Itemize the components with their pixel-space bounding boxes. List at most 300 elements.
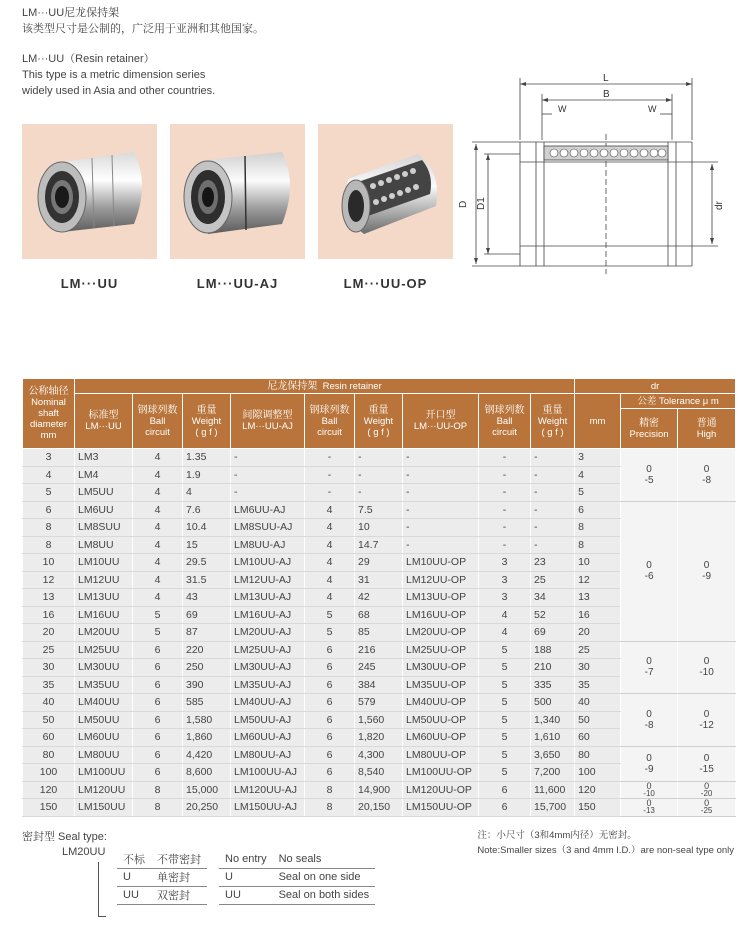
weight-cell: - [355, 484, 403, 502]
standard-model-cell: LM120UU [75, 781, 133, 799]
ball-circuit-cell: - [479, 501, 531, 519]
ball-circuit-cell: 5 [479, 676, 531, 694]
weight-cell: 4,420 [183, 746, 231, 764]
weight-cell: 87 [183, 624, 231, 642]
standard-model-cell: LM4 [75, 466, 133, 484]
seal-desc-en: No seals [273, 850, 376, 868]
weight-cell: 1,820 [355, 729, 403, 747]
adjustable-model-cell: LM60UU-AJ [231, 729, 305, 747]
weight-cell: 69 [531, 624, 575, 642]
ball-circuit-cell: 5 [305, 606, 355, 624]
adjustable-model-cell: LM50UU-AJ [231, 711, 305, 729]
tolerance-precision-cell: 0 -5 [621, 449, 678, 502]
standard-model-cell: LM16UU [75, 606, 133, 624]
shaft-diameter-cell: 3 [23, 449, 75, 467]
weight-cell: 31 [355, 571, 403, 589]
weight-cell: 29.5 [183, 554, 231, 572]
dr-mm-cell: 50 [575, 711, 621, 729]
ball-circuit-cell: 8 [133, 781, 183, 799]
shaft-diameter-cell: 4 [23, 466, 75, 484]
shaft-diameter-cell: 8 [23, 519, 75, 537]
header-ball-1: 钢球列数 Ball circuit [133, 394, 183, 449]
shaft-diameter-cell: 5 [23, 484, 75, 502]
header-standard: 标准型 LM···UU [75, 394, 133, 449]
standard-model-cell: LM100UU [75, 764, 133, 782]
open-model-cell: LM30UU-OP [403, 659, 479, 677]
weight-cell: 85 [355, 624, 403, 642]
seal-code-zh: 不标 [117, 850, 151, 868]
dr-mm-cell: 3 [575, 449, 621, 467]
adjustable-model-cell: LM10UU-AJ [231, 554, 305, 572]
table-row [23, 501, 736, 519]
ball-circuit-cell: 4 [133, 466, 183, 484]
intro-en-desc-2: widely used in Asia and other countries. [22, 85, 216, 97]
standard-model-cell: LM25UU [75, 641, 133, 659]
weight-cell: 15,000 [183, 781, 231, 799]
weight-cell: 7,200 [531, 764, 575, 782]
ball-circuit-cell: 5 [479, 659, 531, 677]
seal-model: LM20UU [62, 846, 106, 858]
dim-W-left: W [558, 104, 567, 114]
ball-circuit-cell: 6 [305, 729, 355, 747]
adjustable-model-cell: LM30UU-AJ [231, 659, 305, 677]
ball-circuit-cell: 4 [305, 536, 355, 554]
open-model-cell: LM20UU-OP [403, 624, 479, 642]
table-row [23, 641, 736, 659]
open-model-cell: LM120UU-OP [403, 781, 479, 799]
dr-mm-cell: 4 [575, 466, 621, 484]
ball-circuit-cell: - [479, 484, 531, 502]
shaft-diameter-cell: 13 [23, 589, 75, 607]
open-model-cell: LM25UU-OP [403, 641, 479, 659]
ball-circuit-cell: 5 [133, 606, 183, 624]
linear-bearing-photo [22, 124, 157, 259]
weight-cell: 384 [355, 676, 403, 694]
seal-type-legend [22, 828, 370, 902]
ball-circuit-cell: 6 [305, 641, 355, 659]
dim-W-right: W [648, 104, 657, 114]
adjustable-model-cell: - [231, 484, 305, 502]
standard-model-cell: LM13UU [75, 589, 133, 607]
ball-circuit-cell: 6 [305, 676, 355, 694]
seal-code-en: No entry [219, 850, 273, 868]
weight-cell: 1,560 [355, 711, 403, 729]
weight-cell: - [531, 536, 575, 554]
weight-cell: 8,600 [183, 764, 231, 782]
dr-mm-cell: 35 [575, 676, 621, 694]
header-weight-1: 重量 Weight ( g f ) [183, 394, 231, 449]
shaft-diameter-cell: 50 [23, 711, 75, 729]
weight-cell: 29 [355, 554, 403, 572]
open-model-cell: - [403, 466, 479, 484]
header-shaft: 公称轴径 Nominal shaft diameter mm [23, 379, 75, 449]
weight-cell: 585 [183, 694, 231, 712]
weight-cell: 4 [183, 484, 231, 502]
adjustable-model-cell: LM12UU-AJ [231, 571, 305, 589]
table-row [23, 799, 736, 817]
seal-row [117, 850, 375, 868]
seal-table [117, 850, 375, 905]
header-ball-3: 钢球列数 Ball circuit [479, 394, 531, 449]
ball-circuit-cell: 8 [305, 799, 355, 817]
shaft-diameter-cell: 20 [23, 624, 75, 642]
standard-model-cell: LM20UU [75, 624, 133, 642]
weight-cell: - [531, 501, 575, 519]
ball-circuit-cell: - [479, 466, 531, 484]
spec-table-body [23, 449, 736, 817]
seal-bracket [98, 862, 106, 917]
adjustable-bearing-photo [170, 124, 305, 259]
weight-cell: - [531, 466, 575, 484]
weight-cell: 34 [531, 589, 575, 607]
weight-cell: 15,700 [531, 799, 575, 817]
open-model-cell: - [403, 501, 479, 519]
header-resin-retainer: 尼龙保持架 Resin retainer [75, 379, 575, 394]
shaft-diameter-cell: 60 [23, 729, 75, 747]
tolerance-high-cell: 0 -10 [678, 641, 736, 694]
weight-cell: 20,250 [183, 799, 231, 817]
shaft-diameter-cell: 25 [23, 641, 75, 659]
weight-cell: 15 [183, 536, 231, 554]
tolerance-high-cell: 0 -15 [678, 746, 736, 781]
standard-model-cell: LM12UU [75, 571, 133, 589]
shaft-diameter-cell: 40 [23, 694, 75, 712]
ball-circuit-cell: - [305, 484, 355, 502]
ball-circuit-cell: - [479, 536, 531, 554]
ball-circuit-cell: 6 [305, 694, 355, 712]
ball-circuit-cell: 6 [305, 659, 355, 677]
dr-mm-cell: 150 [575, 799, 621, 817]
weight-cell: 42 [355, 589, 403, 607]
dr-mm-cell: 120 [575, 781, 621, 799]
open-bearing-photo [318, 124, 453, 259]
header-high: 普通 High [678, 409, 736, 449]
table-row [23, 746, 736, 764]
open-model-cell: LM150UU-OP [403, 799, 479, 817]
tolerance-precision-cell: 0 -9 [621, 746, 678, 781]
weight-cell: 4,300 [355, 746, 403, 764]
ball-circuit-cell: 8 [133, 799, 183, 817]
dimension-drawing [460, 70, 740, 280]
dr-mm-cell: 100 [575, 764, 621, 782]
tolerance-precision-cell: 0 -10 [621, 781, 678, 799]
adjustable-model-cell: LM8SUU-AJ [231, 519, 305, 537]
ball-circuit-cell: 6 [133, 746, 183, 764]
weight-cell: 579 [355, 694, 403, 712]
open-model-cell: - [403, 484, 479, 502]
open-model-cell: - [403, 519, 479, 537]
caption-lm-uu-aj: LM···UU-AJ [196, 276, 279, 291]
shaft-diameter-cell: 12 [23, 571, 75, 589]
dr-mm-cell: 8 [575, 536, 621, 554]
adjustable-model-cell: LM13UU-AJ [231, 589, 305, 607]
header-weight-2: 重量 Weight ( g f ) [355, 394, 403, 449]
ball-circuit-cell: 3 [479, 554, 531, 572]
tolerance-precision-cell: 0 -13 [621, 799, 678, 817]
open-model-cell: LM80UU-OP [403, 746, 479, 764]
weight-cell: 1,340 [531, 711, 575, 729]
seal-code-en: UU [219, 886, 273, 904]
dr-mm-cell: 40 [575, 694, 621, 712]
shaft-diameter-cell: 80 [23, 746, 75, 764]
weight-cell: 52 [531, 606, 575, 624]
standard-model-cell: LM35UU [75, 676, 133, 694]
adjustable-model-cell: LM100UU-AJ [231, 764, 305, 782]
weight-cell: 20,150 [355, 799, 403, 817]
shaft-diameter-cell: 120 [23, 781, 75, 799]
ball-circuit-cell: 6 [133, 711, 183, 729]
dr-mm-cell: 13 [575, 589, 621, 607]
table-row [23, 781, 736, 799]
ball-circuit-cell: 6 [133, 676, 183, 694]
weight-cell: 1,580 [183, 711, 231, 729]
ball-circuit-cell: 5 [479, 641, 531, 659]
seal-desc-en: Seal on both sides [273, 886, 376, 904]
header-tolerance: 公差 Tolerance μ m [621, 394, 736, 409]
ball-circuit-cell: 4 [305, 554, 355, 572]
dr-mm-cell: 20 [575, 624, 621, 642]
weight-cell: 43 [183, 589, 231, 607]
dr-mm-cell: 10 [575, 554, 621, 572]
table-row [23, 694, 736, 712]
open-model-cell: LM50UU-OP [403, 711, 479, 729]
ball-circuit-cell: 4 [305, 571, 355, 589]
adjustable-model-cell: LM150UU-AJ [231, 799, 305, 817]
ball-circuit-cell: 4 [133, 449, 183, 467]
header-open: 开口型 LM···UU-OP [403, 394, 479, 449]
open-model-cell: LM35UU-OP [403, 676, 479, 694]
intro-en-title: LM···UU（Resin retainer） [22, 53, 155, 65]
weight-cell: 245 [355, 659, 403, 677]
ball-circuit-cell: 5 [305, 624, 355, 642]
standard-model-cell: LM60UU [75, 729, 133, 747]
standard-model-cell: LM150UU [75, 799, 133, 817]
dim-D1: D1 [476, 197, 487, 210]
ball-circuit-cell: 5 [479, 764, 531, 782]
ball-circuit-cell: 4 [133, 484, 183, 502]
weight-cell: 14,900 [355, 781, 403, 799]
open-model-cell: LM10UU-OP [403, 554, 479, 572]
ball-circuit-cell: 6 [133, 659, 183, 677]
weight-cell: 3,650 [531, 746, 575, 764]
standard-model-cell: LM10UU [75, 554, 133, 572]
caption-lm-uu: LM···UU [60, 276, 119, 291]
adjustable-model-cell: LM35UU-AJ [231, 676, 305, 694]
seal-desc-zh: 双密封 [151, 886, 207, 904]
adjustable-model-cell: LM80UU-AJ [231, 746, 305, 764]
open-model-cell: LM60UU-OP [403, 729, 479, 747]
dim-D: D [458, 200, 469, 208]
ball-circuit-cell: 4 [305, 501, 355, 519]
shaft-diameter-cell: 35 [23, 676, 75, 694]
weight-cell: 500 [531, 694, 575, 712]
intro-text [22, 5, 264, 99]
standard-model-cell: LM80UU [75, 746, 133, 764]
size-note [477, 828, 734, 858]
ball-circuit-cell: 6 [133, 641, 183, 659]
dr-mm-cell: 30 [575, 659, 621, 677]
tolerance-high-cell: 0 -8 [678, 449, 736, 502]
standard-model-cell: LM30UU [75, 659, 133, 677]
weight-cell: 335 [531, 676, 575, 694]
seal-desc-en: Seal on one side [273, 868, 376, 886]
ball-circuit-cell: 4 [133, 536, 183, 554]
ball-circuit-cell: 5 [479, 711, 531, 729]
open-model-cell: LM40UU-OP [403, 694, 479, 712]
ball-circuit-cell: - [305, 466, 355, 484]
open-model-cell: LM12UU-OP [403, 571, 479, 589]
tolerance-high-cell: 0 -25 [678, 799, 736, 817]
tolerance-precision-cell: 0 -7 [621, 641, 678, 694]
intro-zh-title: LM···UU尼龙保持架 [22, 7, 120, 19]
adjustable-model-cell: LM20UU-AJ [231, 624, 305, 642]
open-model-cell: LM100UU-OP [403, 764, 479, 782]
open-model-cell: LM13UU-OP [403, 589, 479, 607]
adjustable-model-cell: LM6UU-AJ [231, 501, 305, 519]
open-model-cell: - [403, 536, 479, 554]
ball-circuit-cell: 6 [305, 711, 355, 729]
weight-cell: - [355, 449, 403, 467]
shaft-diameter-cell: 30 [23, 659, 75, 677]
weight-cell: 1.35 [183, 449, 231, 467]
note-zh: 注：小尺寸（3和4mm内径）无密封。 [477, 830, 637, 841]
standard-model-cell: LM5UU [75, 484, 133, 502]
seal-row [117, 868, 375, 886]
dr-mm-cell: 16 [575, 606, 621, 624]
weight-cell: 250 [183, 659, 231, 677]
weight-cell: 10.4 [183, 519, 231, 537]
weight-cell: 1,860 [183, 729, 231, 747]
weight-cell: 188 [531, 641, 575, 659]
ball-circuit-cell: 6 [305, 746, 355, 764]
ball-circuit-cell: 4 [479, 606, 531, 624]
weight-cell: 11,600 [531, 781, 575, 799]
ball-circuit-cell: 4 [305, 589, 355, 607]
ball-circuit-cell: 4 [133, 554, 183, 572]
weight-cell: 220 [183, 641, 231, 659]
note-en: Note:Smaller sizes（3 and 4mm I.D.）are non-seal type only [477, 845, 734, 856]
ball-circuit-cell: 3 [479, 589, 531, 607]
ball-circuit-cell: 4 [133, 519, 183, 537]
header-ball-2: 钢球列数 Ball circuit [305, 394, 355, 449]
tolerance-precision-cell: 0 -6 [621, 501, 678, 641]
standard-model-cell: LM8UU [75, 536, 133, 554]
shaft-diameter-cell: 6 [23, 501, 75, 519]
header-dr: dr [575, 379, 736, 394]
weight-cell: 31.5 [183, 571, 231, 589]
ball-circuit-cell: 8 [305, 781, 355, 799]
ball-circuit-cell: 6 [133, 764, 183, 782]
weight-cell: - [531, 484, 575, 502]
weight-cell: 69 [183, 606, 231, 624]
header-mm: mm [575, 394, 621, 449]
ball-circuit-cell: - [479, 519, 531, 537]
shaft-diameter-cell: 8 [23, 536, 75, 554]
intro-en-desc-1: This type is a metric dimension series [22, 69, 206, 81]
weight-cell: 1,610 [531, 729, 575, 747]
dim-dr: dr [714, 201, 725, 210]
weight-cell: 8,540 [355, 764, 403, 782]
ball-circuit-cell: 6 [479, 781, 531, 799]
ball-circuit-cell: 5 [479, 729, 531, 747]
weight-cell: 14.7 [355, 536, 403, 554]
weight-cell: 390 [183, 676, 231, 694]
shaft-diameter-cell: 100 [23, 764, 75, 782]
ball-circuit-cell: 6 [133, 729, 183, 747]
shaft-diameter-cell: 16 [23, 606, 75, 624]
open-model-cell: - [403, 449, 479, 467]
seal-code-en: U [219, 868, 273, 886]
ball-circuit-cell: 6 [305, 764, 355, 782]
ball-circuit-cell: 6 [133, 694, 183, 712]
weight-cell: 68 [355, 606, 403, 624]
tolerance-high-cell: 0 -12 [678, 694, 736, 747]
adjustable-model-cell: - [231, 449, 305, 467]
header-weight-3: 重量 Weight ( g f ) [531, 394, 575, 449]
standard-model-cell: LM40UU [75, 694, 133, 712]
dr-mm-cell: 12 [575, 571, 621, 589]
adjustable-model-cell: LM16UU-AJ [231, 606, 305, 624]
seal-title: 密封型 Seal type: [22, 831, 107, 843]
weight-cell: 216 [355, 641, 403, 659]
ball-circuit-cell: 4 [133, 589, 183, 607]
weight-cell: 23 [531, 554, 575, 572]
ball-circuit-cell: 4 [305, 519, 355, 537]
dr-mm-cell: 60 [575, 729, 621, 747]
standard-model-cell: LM8SUU [75, 519, 133, 537]
weight-cell: 210 [531, 659, 575, 677]
header-precision: 精密 Precision [621, 409, 678, 449]
weight-cell: 7.5 [355, 501, 403, 519]
standard-model-cell: LM6UU [75, 501, 133, 519]
ball-circuit-cell: 3 [479, 571, 531, 589]
seal-desc-zh: 不带密封 [151, 850, 207, 868]
dr-mm-cell: 8 [575, 519, 621, 537]
weight-cell: 7.6 [183, 501, 231, 519]
standard-model-cell: LM3 [75, 449, 133, 467]
ball-circuit-cell: 4 [133, 501, 183, 519]
weight-cell: 10 [355, 519, 403, 537]
dim-B: B [603, 89, 610, 100]
weight-cell: - [531, 449, 575, 467]
adjustable-model-cell: LM25UU-AJ [231, 641, 305, 659]
weight-cell: - [531, 519, 575, 537]
dr-mm-cell: 80 [575, 746, 621, 764]
standard-model-cell: LM50UU [75, 711, 133, 729]
ball-circuit-cell: 4 [479, 624, 531, 642]
seal-row [117, 886, 375, 904]
ball-circuit-cell: 5 [479, 746, 531, 764]
seal-code-zh: U [117, 868, 151, 886]
dr-mm-cell: 6 [575, 501, 621, 519]
open-model-cell: LM16UU-OP [403, 606, 479, 624]
ball-circuit-cell: 4 [133, 571, 183, 589]
dim-L: L [603, 73, 609, 84]
intro-zh-desc: 该类型尺寸是公制的，广泛用于亚洲和其他国家。 [22, 23, 264, 35]
weight-cell: 1.9 [183, 466, 231, 484]
header-adjustable: 间隙调整型 LM···UU-AJ [231, 394, 305, 449]
seal-code-zh: UU [117, 886, 151, 904]
tolerance-precision-cell: 0 -8 [621, 694, 678, 747]
ball-circuit-cell: 6 [479, 799, 531, 817]
ball-circuit-cell: 5 [133, 624, 183, 642]
tolerance-high-cell: 0 -20 [678, 781, 736, 799]
table-row [23, 449, 736, 467]
ball-circuit-cell: - [479, 449, 531, 467]
adjustable-model-cell: LM120UU-AJ [231, 781, 305, 799]
shaft-diameter-cell: 10 [23, 554, 75, 572]
spec-table [22, 378, 736, 817]
